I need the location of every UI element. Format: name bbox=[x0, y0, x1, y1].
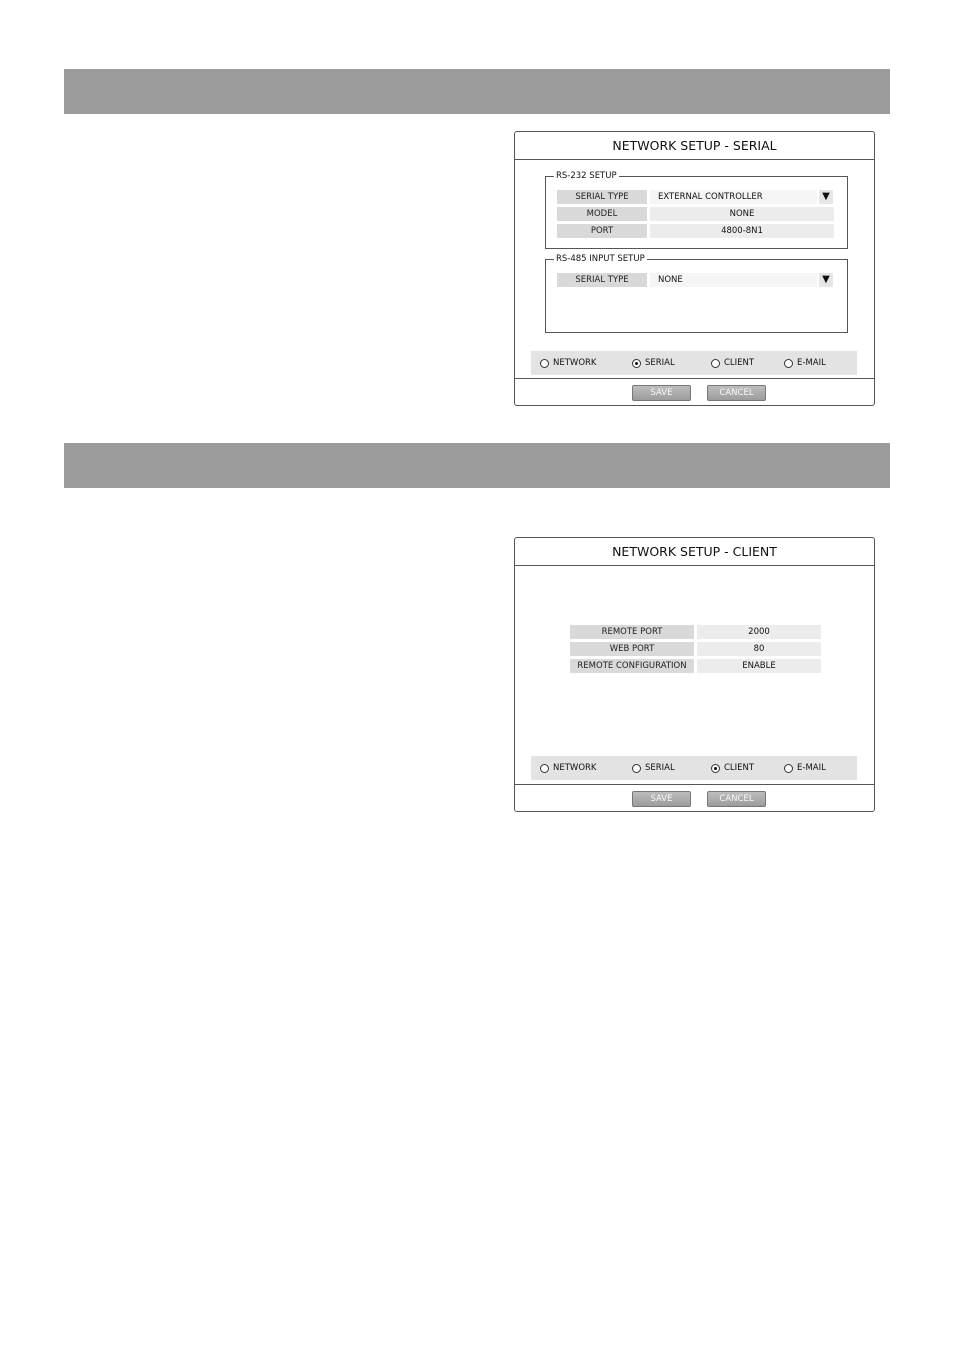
model-value[interactable]: NONE bbox=[650, 207, 834, 221]
save-button[interactable]: SAVE bbox=[632, 791, 691, 807]
rs485-setup-legend: RS-485 INPUT SETUP bbox=[556, 254, 645, 264]
remote-configuration-value[interactable]: ENABLE bbox=[697, 659, 821, 673]
web-port-row bbox=[570, 642, 822, 656]
button-divider bbox=[515, 784, 874, 785]
cancel-button[interactable]: CANCEL bbox=[707, 385, 766, 401]
chevron-down-icon[interactable]: ▼ bbox=[819, 273, 833, 287]
button-divider bbox=[515, 378, 874, 379]
radio-client-label: CLIENT bbox=[724, 358, 755, 368]
radio-icon bbox=[632, 359, 641, 368]
radio-client-label: CLIENT bbox=[724, 763, 755, 773]
section-header-band-2 bbox=[64, 443, 890, 488]
rs485-input-setup-group bbox=[545, 255, 848, 333]
serial-type-select[interactable]: EXTERNAL CONTROLLER bbox=[650, 190, 817, 204]
radio-network-label: NETWORK bbox=[553, 763, 597, 773]
radio-icon bbox=[632, 764, 641, 773]
radio-icon bbox=[540, 764, 549, 773]
web-port-label: WEB PORT bbox=[570, 642, 694, 656]
radio-icon bbox=[711, 359, 720, 368]
remote-port-row bbox=[570, 625, 822, 639]
network-setup-serial-dialog bbox=[514, 131, 875, 406]
radio-serial[interactable] bbox=[632, 351, 675, 375]
radio-icon bbox=[784, 359, 793, 368]
radio-client[interactable] bbox=[711, 351, 754, 375]
port-value[interactable]: 4800-8N1 bbox=[650, 224, 834, 238]
radio-icon bbox=[711, 764, 720, 773]
dialog-title: NETWORK SETUP - CLIENT bbox=[515, 538, 874, 566]
remote-configuration-row bbox=[570, 659, 822, 673]
serial-type-label: SERIAL TYPE bbox=[557, 190, 647, 204]
radio-serial-label: SERIAL bbox=[645, 358, 675, 368]
model-row bbox=[557, 207, 834, 221]
web-port-value[interactable]: 80 bbox=[697, 642, 821, 656]
radio-email[interactable] bbox=[784, 756, 826, 780]
save-button[interactable]: SAVE bbox=[632, 385, 691, 401]
rs232-setup-legend: RS-232 SETUP bbox=[556, 171, 617, 181]
network-setup-client-dialog bbox=[514, 537, 875, 812]
port-row bbox=[557, 224, 834, 238]
rs485-serial-type-select[interactable]: NONE bbox=[650, 273, 817, 287]
radio-network-label: NETWORK bbox=[553, 358, 597, 368]
radio-serial-label: SERIAL bbox=[645, 763, 675, 773]
port-label: PORT bbox=[557, 224, 647, 238]
radio-network[interactable] bbox=[540, 351, 597, 375]
radio-email[interactable] bbox=[784, 351, 826, 375]
network-setup-tab-radios bbox=[531, 756, 857, 780]
remote-port-value[interactable]: 2000 bbox=[697, 625, 821, 639]
chevron-down-icon[interactable]: ▼ bbox=[819, 190, 833, 204]
radio-client[interactable] bbox=[711, 756, 754, 780]
radio-network[interactable] bbox=[540, 756, 597, 780]
rs485-serial-type-label: SERIAL TYPE bbox=[557, 273, 647, 287]
radio-icon bbox=[784, 764, 793, 773]
remote-configuration-label: REMOTE CONFIGURATION bbox=[570, 659, 694, 673]
rs485-serial-type-row bbox=[557, 273, 834, 287]
radio-email-label: E-MAIL bbox=[797, 358, 826, 368]
radio-icon bbox=[540, 359, 549, 368]
serial-type-row bbox=[557, 190, 834, 204]
radio-email-label: E-MAIL bbox=[797, 763, 826, 773]
radio-serial[interactable] bbox=[632, 756, 675, 780]
network-setup-tab-radios bbox=[531, 351, 857, 375]
model-label: MODEL bbox=[557, 207, 647, 221]
section-header-band-1 bbox=[64, 69, 890, 114]
dialog-title: NETWORK SETUP - SERIAL bbox=[515, 132, 874, 160]
remote-port-label: REMOTE PORT bbox=[570, 625, 694, 639]
cancel-button[interactable]: CANCEL bbox=[707, 791, 766, 807]
